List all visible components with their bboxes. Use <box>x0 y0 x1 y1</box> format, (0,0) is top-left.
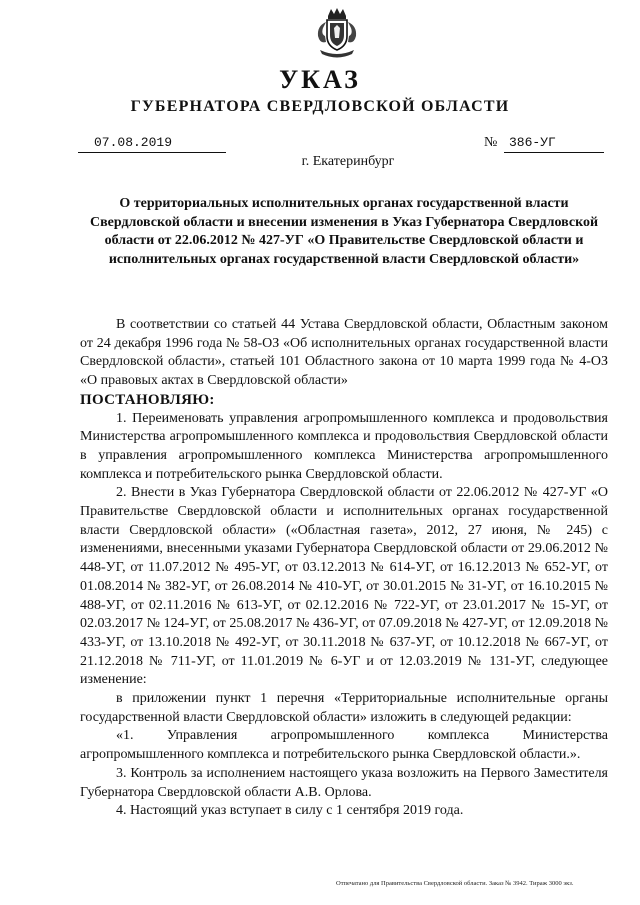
number-label: № <box>484 135 498 150</box>
print-note: Отпечатано для Правительства Свердловской области. Заказ № 3942. Тираж 3000 экз. <box>336 880 574 887</box>
document-date: 07.08.2019 <box>94 135 173 150</box>
item-2-paragraph: 2. Внести в Указ Губернатора Свердловской области от 22.06.2012 № 427-УГ «О Правительстве Свердловской области и исполнительных органах государственной власти Свердловской области» («Областная газета», 2012, 27 июня, № 245) с изменениями, внесенными указами Губернатора Свердловской области от 29.06.2012 № 448-УГ, от 11.07.2012 № 495-УГ, от 03.12.2013 № 614-УГ, от 16.12.2013 № 652-УГ, от 01.08.2014 № 382-УГ, от 26.08.2014 № 410-УГ, от 30.01.2015 № 31-УГ, от 16.10.2015 № 488-УГ, от 02.11.2016 № 613-УГ, от 02.12.2016 № 722-УГ, от 23.01.2017 № 15-УГ, от 02.03.2017 № 124-УГ, от 25.08.2017 № 436-УГ, от 07.09.2018 № 427-УГ, от 12.09.2018 № 433-УГ, от 13.10.2018 № 492-УГ, от 30.11.2018 № 637-УГ, от 10.12.2018 № 667-УГ, от 21.12.2018 № 711-УГ, от 11.01.2019 № 6-УГ и от 12.03.2019 № 131-УГ, следующее изменение: <box>80 485 608 688</box>
document-body <box>80 316 608 821</box>
decree-word: ПОСТАНОВЛЯЮ: <box>80 391 215 408</box>
item-1-paragraph: 1. Переименовать управления агропромышленного комплекса и продовольствия Министерства агропромышленного комплекса и продовольствия Свердловской области в управления агропромышленного комплекса Министерства агропромышленного комплекса и потребительского рынка Свердловской области. <box>80 410 608 482</box>
preamble-paragraph: В соответствии со статьей 44 Устава Свердловской области, Областным законом от 24 декабря 1996 года № 58-ОЗ «Об исполнительных органах государственной власти Свердловской области», статьей 101 Областного закона от 10 марта 1999 года № 4-ОЗ «О правовых актах в Свердловской области» <box>80 317 608 389</box>
item-3-paragraph: 3. Контроль за исполнением настоящего указа возложить на Первого Заместителя Губернатора Свердловской области А.В. Орлова. <box>80 765 608 800</box>
document-type-heading: УКАЗ <box>279 65 361 94</box>
sverdlovsk-coat-of-arms-icon <box>312 6 362 60</box>
item-4-paragraph: 4. Настоящий указ вступает в силу с 1 сентября 2019 года. <box>116 803 464 819</box>
item-2-quote-paragraph: «1. Управления агропромышленного комплекса Министерства агропромышленного комплекса и потребительского рынка Свердловской области.». <box>80 728 608 763</box>
document-number-field <box>504 135 604 153</box>
item-2-detail-paragraph: в приложении пункт 1 перечня «Территориальные исполнительные органы государственной власти Свердловской области» изложить в следующей редакции: <box>80 691 608 725</box>
city-line: г. Екатеринбург <box>301 154 395 169</box>
document-date-field <box>78 135 226 153</box>
issuer-heading: ГУБЕРНАТОРА СВЕРДЛОВСКОЙ ОБЛАСТИ <box>130 98 510 115</box>
document-number: 386-УГ <box>509 135 556 150</box>
document-title: О территориальных исполнительных органах государственной власти Свердловской области и внесении изменения в Указ Губернатора Свердловской области от 22.06.2012 № 427-УГ «О Правительстве Свердловской области и исполнительных органах государственной власти Свердловской области» <box>89 196 599 267</box>
